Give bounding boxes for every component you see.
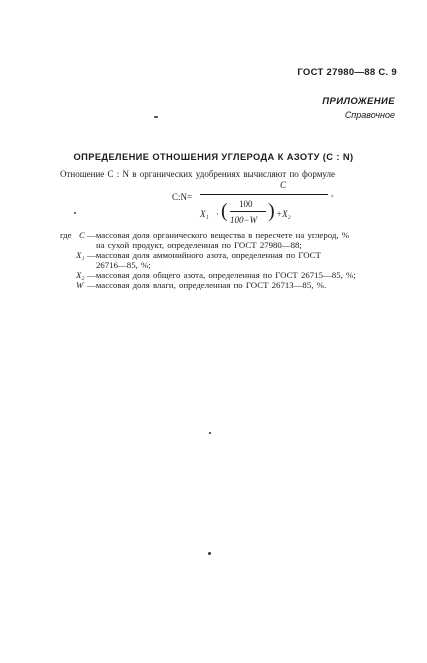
c-symbol: С (79, 230, 85, 240)
c-definition-line2: на сухой продукт, определенная по ГОСТ 27980—88; (96, 240, 302, 250)
section-title: ОПРЕДЕЛЕНИЕ ОТНОШЕНИЯ УГЛЕРОДА К АЗОТУ (С : N) (73, 152, 354, 162)
formula-numerator: C (280, 180, 287, 190)
x1-definition-line2: 26716—85, %; (96, 260, 151, 270)
w-symbol: W (76, 280, 84, 290)
w-definition-line1: —массовая доля влаги, определенная по ГОСТ 26713—85, %. (87, 280, 327, 290)
formula-x1: X₁ (200, 209, 209, 219)
scan-speck (74, 212, 76, 214)
intro-text: Отношение С : N в органических удобрениях вычисляют по формуле (60, 169, 336, 179)
inner-numerator: 100 (239, 199, 253, 209)
main-fraction-bar (200, 194, 328, 195)
inner-fraction-bar (230, 211, 266, 212)
appendix-title: ПРИЛОЖЕНИЕ (322, 96, 395, 107)
x1-symbol: X₁ (76, 250, 85, 260)
formula-lhs: C:N= (172, 192, 193, 202)
inner-denominator: 100−W (230, 215, 258, 225)
scan-speck (154, 116, 158, 118)
x1-definition-line1: —массовая доля аммонийного азота, определенная по ГОСТ (87, 250, 321, 260)
x2-symbol: X₂ (76, 270, 85, 280)
formula-dot: · (216, 209, 219, 219)
formula (172, 180, 382, 230)
scan-speck (209, 432, 211, 434)
open-paren: ( (221, 200, 228, 222)
page-header: ГОСТ 27980—88 С. 9 (297, 67, 397, 78)
c-definition-line1: —массовая доля органического вещества в пересчете на углерод, % (87, 230, 350, 240)
x2-definition-line1: —массовая доля общего азота, определенная по ГОСТ 26715—85, %; (87, 270, 356, 280)
where-word: где (60, 230, 72, 240)
scan-speck (208, 552, 211, 555)
appendix-subtitle: Справочное (344, 110, 395, 120)
formula-plus-x2: +X₂ (276, 209, 291, 219)
close-paren: ) (268, 200, 275, 222)
formula-trailing: , (331, 188, 334, 198)
